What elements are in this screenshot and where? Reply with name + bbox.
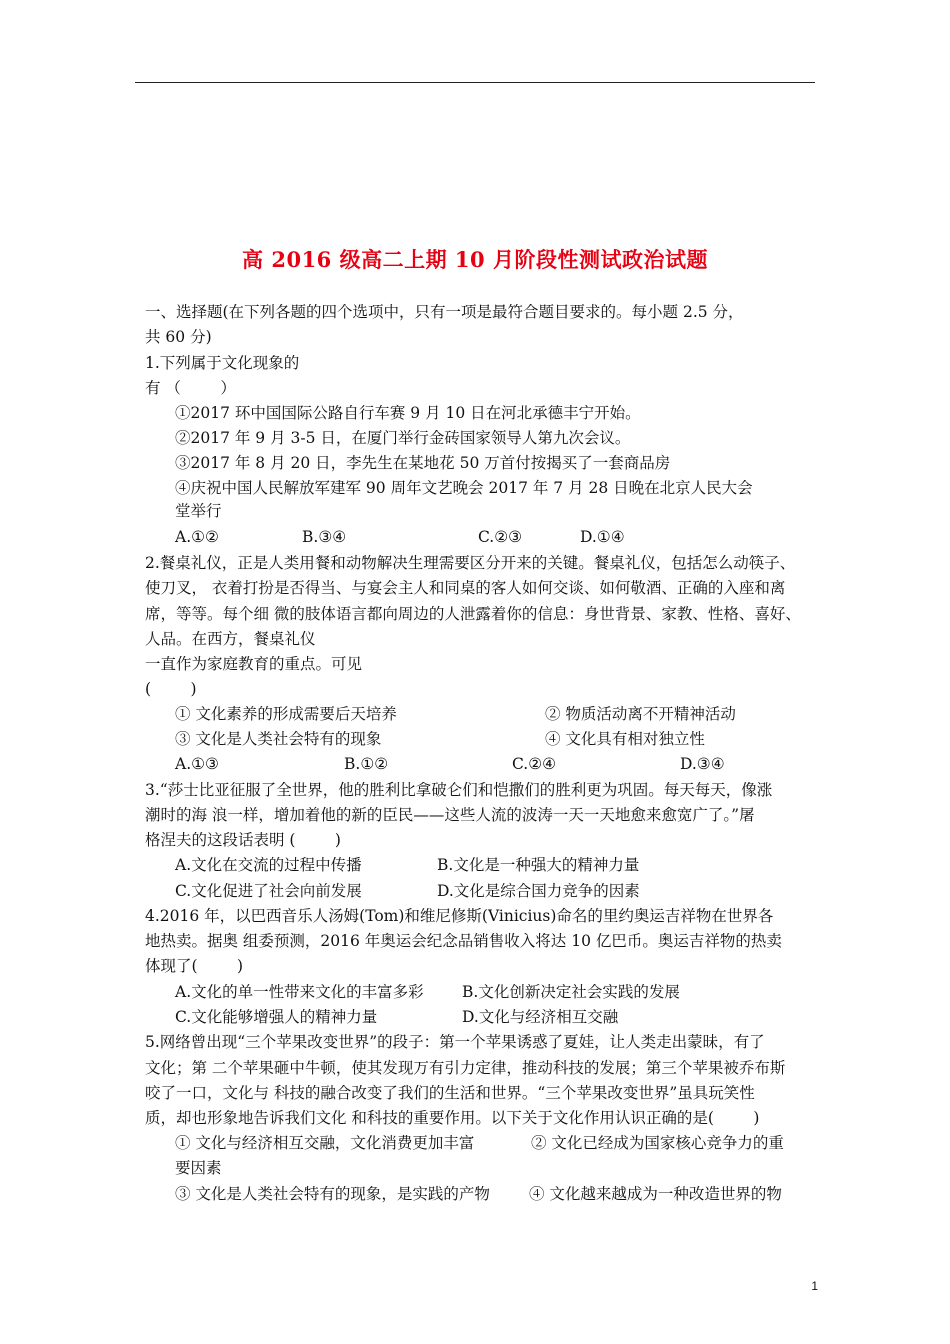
q4-stem-line-3: 体现了( )	[145, 957, 244, 975]
q3-option-b[interactable]: B.文化是一种强大的精神力量	[437, 856, 640, 874]
q5-item-2-cont: 要因素	[175, 1159, 222, 1177]
q1-option-a[interactable]: A.①②	[175, 528, 219, 546]
q4-option-c[interactable]: C.文化能够增强人的精神力量	[175, 1008, 378, 1026]
q2-item-2: ② 物质活动离不开精神活动	[545, 705, 736, 723]
q2-stem-line-4: 人品。在西方，餐桌礼仪	[145, 630, 316, 648]
q5-stem-line-3: 咬了一口，文化与 科技的融合改变了我们的生活和世界。“三个苹果改变世界”虽具玩笑性	[145, 1084, 755, 1102]
q2-stem-line-5: 一直作为家庭教育的重点。可见	[145, 655, 363, 673]
q4-stem-line-1: 4.2016 年，以巴西音乐人汤姆(Tom)和维尼修斯(Vinicius)命名的里约奥运吉祥物在世界各	[145, 907, 774, 925]
q3-stem-line-2: 潮时的海 浪一样，增加着他的新的臣民——这些人流的波涛一天一天地愈来愈宽广了。”屠	[145, 806, 755, 824]
q1-stem-line-2: 有 （ ）	[145, 379, 236, 397]
q2-option-b[interactable]: B.①②	[344, 755, 389, 773]
q5-stem-line-2: 文化；第 二个苹果砸中牛顿，使其发现万有引力定律，推动科技的发展；第三个苹果被乔布斯	[145, 1059, 786, 1077]
q4-option-d[interactable]: D.文化与经济相互交融	[462, 1008, 619, 1026]
q2-stem-line-1: 2.餐桌礼仪，正是人类用餐和动物解决生理需要区分开来的关键。餐桌礼仪，包括怎么动筷子、	[145, 554, 796, 572]
page-number: 1	[811, 1279, 818, 1293]
q5-item-2: ② 文化已经成为国家核心竞争力的重	[531, 1134, 784, 1152]
q4-option-a[interactable]: A.文化的单一性带来文化的丰富多彩	[175, 983, 424, 1001]
q1-item-1: ①2017 环中国国际公路自行车赛 9 月 10 日在河北承德丰宁开始。	[175, 404, 641, 422]
q4-option-b[interactable]: B.文化创新决定社会实践的发展	[462, 983, 680, 1001]
q5-stem-line-4: 质，却也形象地告诉我们文化 和科技的重要作用。以下关于文化作用认识正确的是( )	[145, 1109, 760, 1127]
q3-option-a[interactable]: A.文化在交流的过程中传播	[175, 856, 362, 874]
q1-option-d[interactable]: D.①④	[580, 528, 625, 546]
q2-stem-line-3: 席，等等。每个细 微的肢体语言都向周边的人泄露着你的信息：身世背景、家教、性格、喜好、	[145, 605, 801, 623]
q3-stem-line-3: 格涅夫的这段话表明 ( )	[145, 831, 341, 849]
q5-stem-line-1: 5.网络曾出现“三个苹果改变世界”的段子：第一个苹果诱惑了夏娃，让人类走出蒙昧，有了	[145, 1033, 765, 1051]
q2-item-3: ③ 文化是人类社会特有的现象	[175, 730, 382, 748]
q5-item-4: ④ 文化越来越成为一种改造世界的物	[529, 1185, 782, 1203]
q1-item-4: ④庆祝中国人民解放军建军 90 周年文艺晚会 2017 年 7 月 28 日晚在北京人民大会	[175, 479, 753, 497]
q1-item-4-cont: 堂举行	[175, 502, 222, 520]
page-title: 高 2016 级高二上期 10 月阶段性测试政治试题	[242, 247, 708, 272]
q2-item-4: ④ 文化具有相对独立性	[545, 730, 705, 748]
q3-option-c[interactable]: C.文化促进了社会向前发展	[175, 882, 362, 900]
q2-stem-line-2: 使刀叉， 衣着打扮是否得当、与宴会主人和同桌的客人如何交谈、如何敬酒、正确的入座和离	[145, 579, 786, 597]
q1-option-b[interactable]: B.③④	[302, 528, 347, 546]
header-rule	[135, 82, 815, 83]
q5-item-3: ③ 文化是人类社会特有的现象，是实践的产物	[175, 1185, 490, 1203]
q2-option-d[interactable]: D.③④	[680, 755, 725, 773]
q1-item-2: ②2017 年 9 月 3-5 日，在厦门举行金砖国家领导人第九次会议。	[175, 429, 631, 447]
q3-stem-line-1: 3.“莎士比亚征服了全世界，他的胜利比拿破仑们和恺撒们的胜利更为巩固。每天每天，像涨	[145, 781, 773, 799]
q1-option-c[interactable]: C.②③	[478, 528, 523, 546]
section-instruction-line-2: 共 60 分)	[145, 328, 212, 346]
q1-stem-line-1: 1.下列属于文化现象的	[145, 354, 300, 372]
q3-option-d[interactable]: D.文化是综合国力竞争的因素	[437, 882, 640, 900]
q2-item-1: ① 文化素养的形成需要后天培养	[175, 705, 397, 723]
q2-answer-paren: ( )	[145, 680, 197, 698]
section-instruction-line-1: 一、选择题(在下列各题的四个选项中，只有一项是最符合题目要求的。每小题 2.5 分，	[145, 303, 744, 321]
q1-item-3: ③2017 年 8 月 20 日，李先生在某地花 50 万首付按揭买了一套商品房	[175, 454, 671, 472]
q2-option-c[interactable]: C.②④	[512, 755, 557, 773]
q2-option-a[interactable]: A.①③	[175, 755, 219, 773]
q4-stem-line-2: 地热卖。据奥 组委预测，2016 年奥运会纪念品销售收入将达 10 亿巴币。奥运吉祥物的热卖	[145, 932, 782, 950]
q5-item-1: ① 文化与经济相互交融，文化消费更加丰富	[175, 1134, 475, 1152]
